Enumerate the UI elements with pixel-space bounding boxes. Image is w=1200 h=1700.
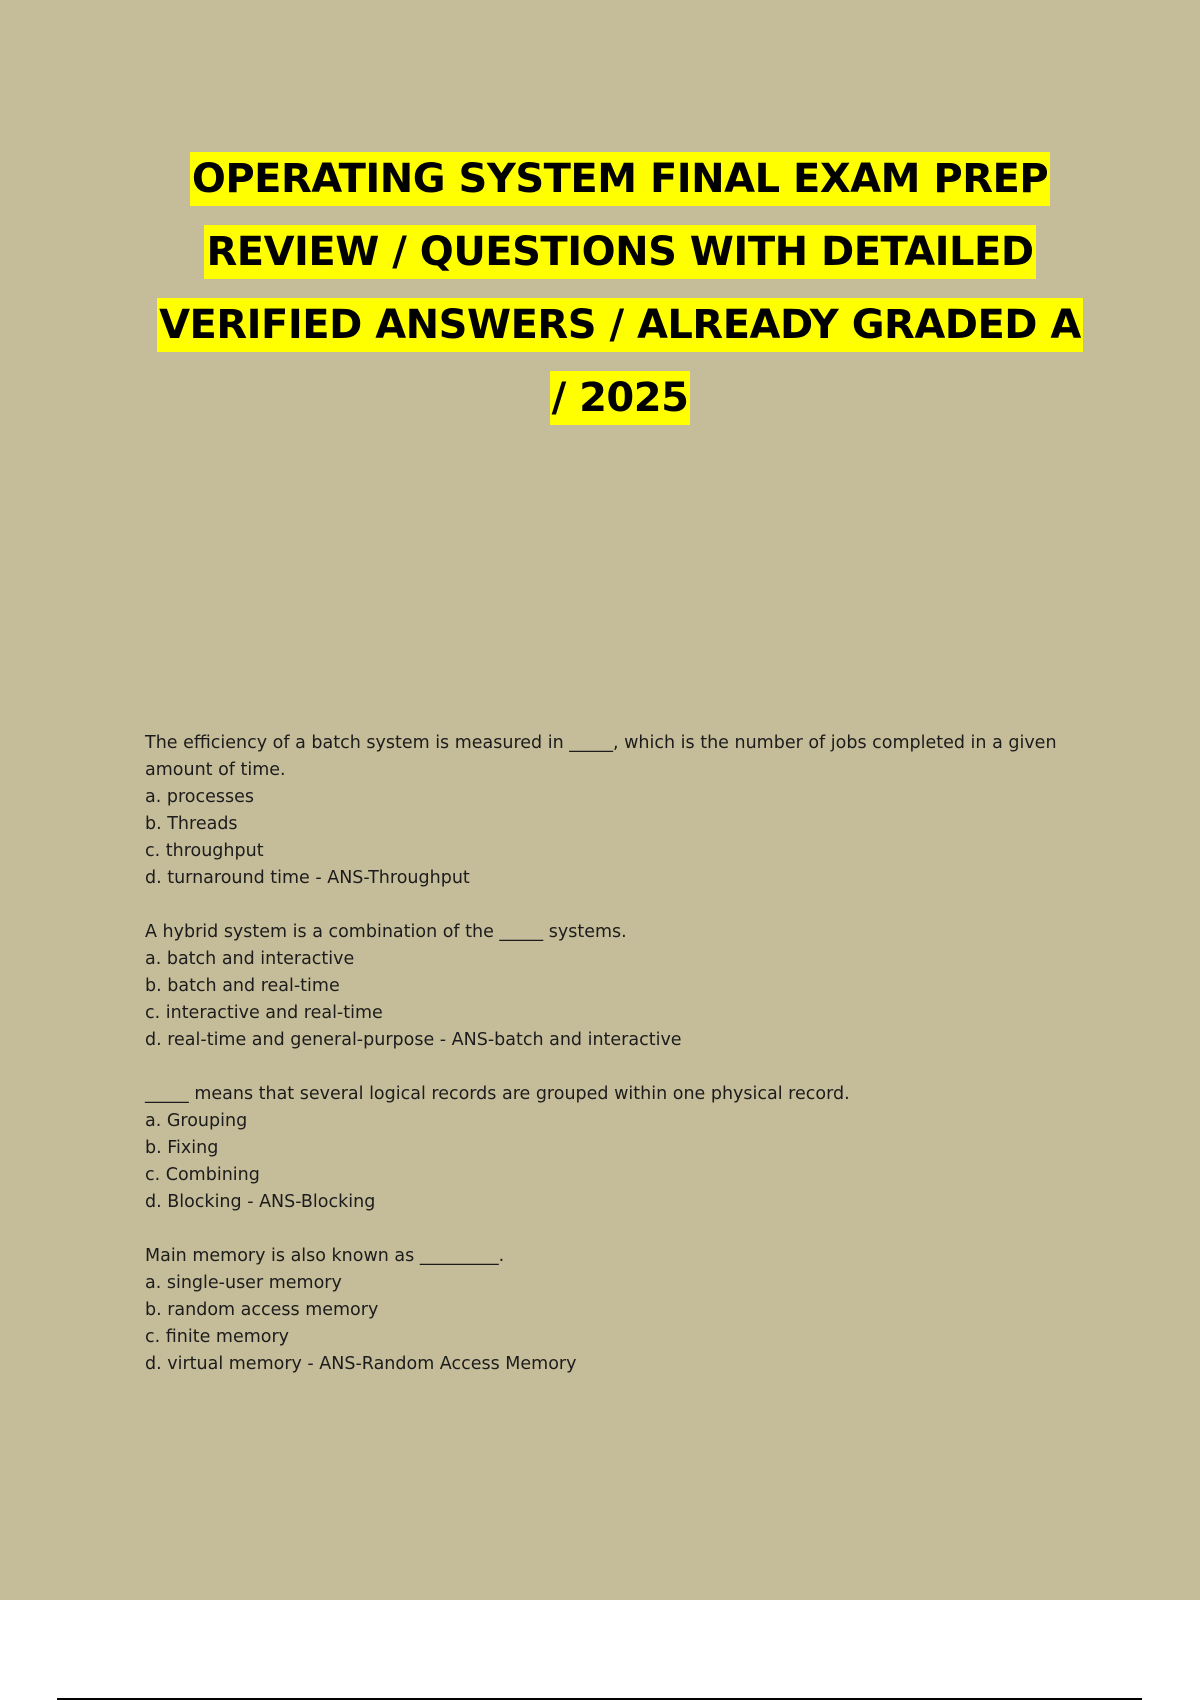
question-stem: Main memory is also known as _________.: [145, 1246, 505, 1266]
title-line: REVIEW / QUESTIONS WITH DETAILED: [204, 225, 1035, 279]
question-option-with-answer: d. turnaround time - ANS-Throughput: [145, 868, 470, 888]
question-option: c. interactive and real-time: [145, 1003, 383, 1023]
question-option: b. Fixing: [145, 1138, 219, 1158]
question-stem: The efficiency of a batch system is measured in _____, which is the number of jobs completed in a given amount of time.: [145, 733, 1057, 780]
question-option: a. processes: [145, 787, 254, 807]
question-option: b. random access memory: [145, 1300, 379, 1320]
question-option: a. Grouping: [145, 1111, 248, 1131]
question-4: [145, 1243, 1085, 1378]
question-option-with-answer: d. virtual memory - ANS-Random Access Memory: [145, 1354, 577, 1374]
question-option: b. Threads: [145, 814, 238, 834]
question-option: a. single-user memory: [145, 1273, 342, 1293]
question-option: a. batch and interactive: [145, 949, 355, 969]
title-line: / 2025: [550, 371, 691, 425]
document-title: [130, 143, 1110, 435]
question-option: c. Combining: [145, 1165, 260, 1185]
question-option: b. batch and real-time: [145, 976, 340, 996]
question-option-with-answer: d. Blocking - ANS-Blocking: [145, 1192, 376, 1212]
footer-divider: [57, 1698, 1142, 1700]
title-line: OPERATING SYSTEM FINAL EXAM PREP: [190, 152, 1050, 206]
question-option: c. throughput: [145, 841, 264, 861]
question-option-with-answer: d. real-time and general-purpose - ANS-batch and interactive: [145, 1030, 682, 1050]
title-line: VERIFIED ANSWERS / ALREADY GRADED A: [157, 298, 1083, 352]
question-3: [145, 1081, 1085, 1216]
question-list: [145, 730, 1085, 1405]
question-option: c. finite memory: [145, 1327, 290, 1347]
question-1: [145, 730, 1085, 892]
question-stem: _____ means that several logical records are grouped within one physical record.: [145, 1084, 850, 1104]
question-2: [145, 919, 1085, 1054]
question-stem: A hybrid system is a combination of the _____ systems.: [145, 922, 627, 942]
